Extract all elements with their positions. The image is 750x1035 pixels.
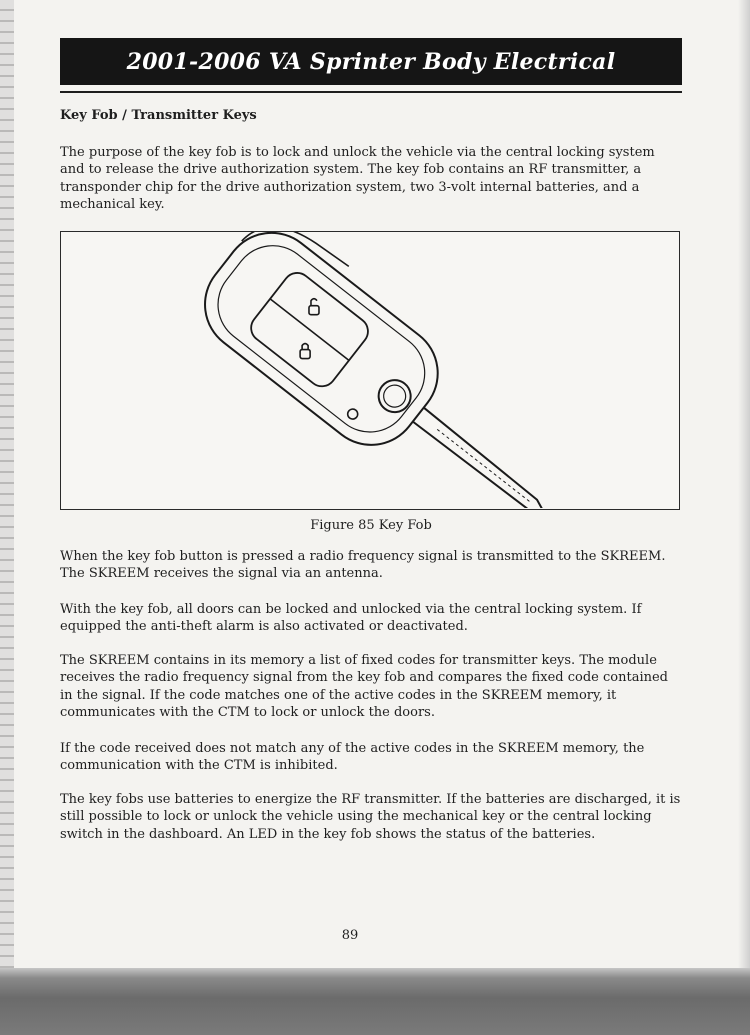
key-fob-illustration: [61, 232, 678, 508]
page-number: 89: [341, 928, 359, 943]
paragraph-batteries: The key fobs use batteries to energize the RF transmitter. If the batteries are discharged, it is still possible to lock or unlock the vehicle using the mechanical key or the central locking switch in the dashboard. An LED in the key fob shows the status of the batteries.: [60, 792, 681, 842]
paragraph-code-mismatch: If the code received does not match any of the active codes in the SKREEM memory, the communication with the CTM is inhibited.: [60, 741, 645, 774]
page-title-bar: [60, 38, 682, 85]
mechanical-key-blade: [406, 403, 549, 508]
figure-frame: [60, 231, 680, 510]
page-title: 2001-2006 VA Sprinter Body Electrical: [126, 48, 616, 75]
page-edge-shadow: [738, 0, 750, 975]
spiral-binding-edge: [0, 0, 14, 970]
scan-bottom-shadow: [0, 968, 750, 1035]
figure-caption: Figure 85 Key Fob: [310, 518, 432, 533]
title-divider: [60, 91, 682, 93]
paragraph-skreem-memory: The SKREEM contains in its memory a list of fixed codes for transmitter keys. The module receives the radio frequency signal from the key fob and compares the fixed code contained in the signal. If the code matches one of the active codes in the SKREEM memory, it communicates with the CTM to lock or unlock the doors.: [60, 653, 669, 720]
paragraph-radio-signal: When the key fob button is pressed a radio frequency signal is transmitted to the SKREEM. The SKREEM receives the signal via an antenna.: [60, 549, 666, 582]
paragraph-central-locking: With the key fob, all doors can be locked and unlocked via the central locking system. If equipped the anti-theft alarm is also activated or deactivated.: [60, 602, 642, 635]
paragraph-purpose: The purpose of the key fob is to lock and unlock the vehicle via the central locking system and to release the drive authorization system. The key fob contains an RF transmitter, a transponder chip for the drive authorization system, two 3-volt internal batteries, and a mechanical key.: [60, 145, 655, 212]
section-heading: Key Fob / Transmitter Keys: [60, 108, 257, 123]
